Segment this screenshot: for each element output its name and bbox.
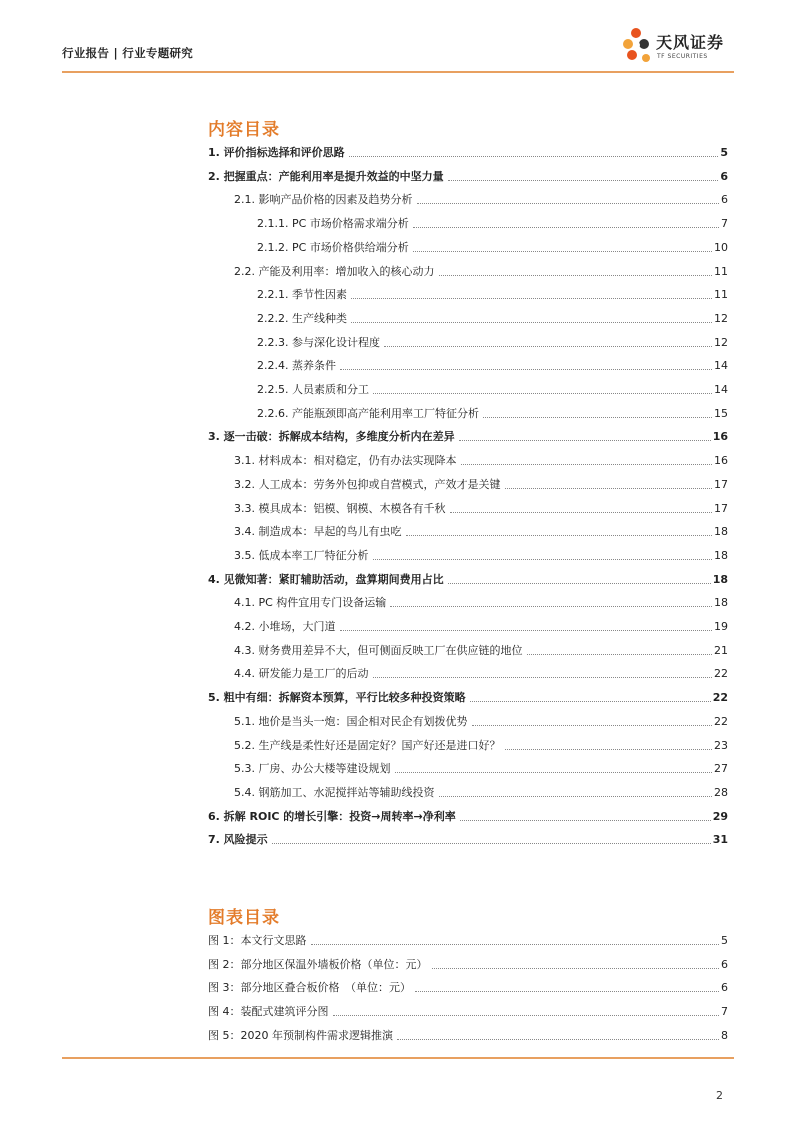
toc-entry-label: 图 5：2020 年预制构件需求逻辑推演	[208, 1028, 393, 1042]
toc-leader-dots	[395, 772, 713, 773]
toc-entry[interactable]	[208, 500, 728, 516]
toc-entry[interactable]	[208, 1003, 728, 1019]
figures-title: 图表目录	[208, 908, 280, 928]
toc-entry-page: 8	[721, 1028, 728, 1042]
toc-entry-page: 28	[714, 785, 728, 799]
toc-entry-label: 4.2. 小堆场，大门道	[234, 620, 336, 633]
toc-leader-dots	[527, 654, 713, 655]
toc-entry-page: 14	[714, 383, 728, 396]
toc-entry-label: 3.2. 人工成本：劳务外包抑或自营模式，产效才是关键	[234, 477, 501, 491]
toc-entry-label: 3.5. 低成本率工厂特征分析	[234, 548, 369, 562]
toc-entry[interactable]	[208, 523, 728, 539]
toc-entry[interactable]	[208, 334, 728, 350]
toc-entry[interactable]	[208, 594, 728, 610]
toc-entry-page: 16	[714, 454, 728, 468]
toc-entry[interactable]	[208, 760, 728, 776]
toc-entry[interactable]	[208, 476, 728, 492]
toc-entry-page: 17	[714, 501, 728, 515]
toc-entry-label: 2.2.2. 生产线种类	[257, 311, 347, 325]
toc-entry-page: 18	[714, 596, 728, 610]
toc-entry[interactable]	[208, 713, 728, 729]
toc-entry[interactable]	[208, 428, 728, 444]
contents-title: 内容目录	[208, 120, 280, 140]
toc-leader-dots	[373, 393, 712, 394]
toc-entry-label: 2. 把握重点：产能利用率是提升效益的中坚力量	[208, 169, 444, 183]
toc-entry-page: 10	[714, 240, 728, 254]
toc-entry-page: 11	[714, 288, 728, 302]
report-header-title: 行业报告 | 行业专题研究	[62, 46, 194, 60]
toc-entry-label: 2.2. 产能及利用率：增加收入的核心动力	[234, 264, 435, 278]
header-rule	[62, 71, 734, 73]
toc-entry[interactable]	[208, 357, 728, 373]
toc-entry-page: 21	[714, 643, 728, 657]
toc-leader-dots	[432, 968, 720, 969]
toc-leader-dots	[340, 369, 712, 370]
toc-entry-label: 3.1. 材料成本：相对稳定，仍有办法实现降本	[234, 454, 457, 468]
toc-leader-dots	[413, 251, 712, 252]
toc-entry[interactable]	[208, 618, 728, 634]
toc-entry-label: 3.4. 制造成本：早起的鸟儿有虫吃	[234, 525, 402, 539]
toc-entry-label: 5.4. 钢筋加工、水泥搅拌站等辅助线投资	[234, 785, 435, 799]
toc-entry-page: 19	[714, 620, 728, 633]
toc-entry-label: 2.1. 影响产品价格的因素及趋势分析	[234, 193, 413, 207]
footer-rule	[62, 1057, 734, 1059]
toc-entry-page: 15	[714, 406, 728, 420]
toc-entry-page: 6	[721, 193, 728, 207]
toc-entry-page: 31	[712, 833, 728, 847]
toc-entry-page: 22	[712, 691, 728, 705]
toc-entry-label: 2.2.1. 季节性因素	[257, 288, 347, 302]
toc-leader-dots	[459, 440, 711, 441]
toc-entry-label: 4.1. PC 构件宜用专门设备运输	[234, 596, 387, 610]
toc-leader-dots	[340, 630, 713, 631]
toc-entry[interactable]	[208, 932, 728, 948]
toc-entry[interactable]	[208, 263, 728, 279]
toc-entry[interactable]	[208, 979, 728, 995]
toc-entry-label: 3.3. 模具成本：铝模、钢模、木模各有千秋	[234, 501, 446, 515]
toc-entry[interactable]	[208, 168, 728, 184]
toc-entry[interactable]	[208, 310, 728, 326]
toc-entry-page: 18	[714, 548, 728, 562]
toc-entry-page: 12	[714, 311, 728, 325]
toc-leader-dots	[333, 1015, 720, 1016]
toc-entry-label: 5.2. 生产线是柔性好还是固定好？国产好还是进口好？	[234, 738, 501, 752]
toc-entry[interactable]	[208, 215, 728, 231]
toc-entry-label: 图 2：部分地区保温外墙板价格（单位：元）	[208, 957, 428, 971]
toc-entry-page: 14	[714, 359, 728, 373]
toc-entry-label: 5.1. 地价是当头一炮：国企相对民企有划拨优势	[234, 714, 468, 728]
toc-entry[interactable]	[208, 547, 728, 563]
toc-entry-page: 22	[714, 714, 728, 728]
toc-entry[interactable]	[208, 737, 728, 753]
logo-subtitle: TF SECURITIES	[657, 53, 708, 60]
toc-leader-dots	[384, 346, 712, 347]
toc-entry-page: 5	[721, 934, 728, 947]
toc-entry-page: 27	[714, 762, 728, 776]
toc-leader-dots	[439, 796, 713, 797]
toc-leader-dots	[448, 180, 719, 181]
toc-leader-dots	[472, 725, 713, 726]
toc-entry[interactable]	[208, 956, 728, 972]
toc-entry[interactable]	[208, 1027, 728, 1043]
toc-entry[interactable]	[208, 571, 728, 587]
toc-leader-dots	[397, 1039, 719, 1040]
toc-leader-dots	[373, 677, 713, 678]
toc-entry-page: 6	[721, 981, 728, 995]
toc-entry-page: 7	[721, 217, 728, 231]
toc-leader-dots	[272, 843, 711, 844]
toc-entry[interactable]	[208, 665, 728, 681]
toc-entry[interactable]	[208, 191, 728, 207]
toc-entry[interactable]	[208, 784, 728, 800]
toc-entry-page: 17	[714, 477, 728, 491]
toc-leader-dots	[417, 203, 720, 204]
toc-leader-dots	[413, 227, 719, 228]
toc-entry-page: 18	[712, 572, 728, 586]
toc-entry-label: 图 3：部分地区叠合板价格 （单位：元）	[208, 981, 411, 995]
toc-entry-label: 4. 见微知著：紧盯辅助活动，盘算期间费用占比	[208, 572, 444, 586]
toc-entry-label: 2.2.6. 产能瓶颈即高产能利用率工厂特征分析	[257, 406, 479, 420]
toc-entry-label: 7. 风险提示	[208, 833, 268, 847]
toc-entry[interactable]	[208, 286, 728, 302]
toc-leader-dots	[390, 606, 712, 607]
toc-entry-label: 2.1.2. PC 市场价格供给端分析	[257, 240, 409, 254]
toc-entry[interactable]	[208, 239, 728, 255]
toc-entry-page: 23	[714, 738, 728, 752]
flower-logo-icon	[622, 24, 656, 68]
toc-leader-dots	[461, 464, 713, 465]
toc-leader-dots	[505, 488, 713, 489]
toc-entry-page: 11	[714, 264, 728, 278]
toc-entry-label: 2.2.5. 人员素质和分工	[257, 383, 369, 396]
toc-leader-dots	[505, 749, 713, 750]
toc-entry-page: 6	[720, 169, 728, 183]
toc-entry-label: 4.3. 财务费用差异不大，但可侧面反映工厂在供应链的地位	[234, 643, 523, 657]
toc-entry[interactable]	[208, 642, 728, 658]
toc-entry-page: 12	[714, 335, 728, 349]
page-number: 2	[716, 1089, 723, 1102]
toc-entry[interactable]	[208, 452, 728, 468]
logo-name: 天风证券	[656, 33, 725, 52]
toc-entry-page: 7	[721, 1005, 728, 1019]
toc-entry-label: 1. 评价指标选择和评价思路	[208, 146, 345, 159]
toc-entry-label: 3. 逐一击破：拆解成本结构，多维度分析内在差异	[208, 430, 455, 444]
toc-leader-dots	[470, 701, 711, 702]
toc-leader-dots	[483, 417, 712, 418]
toc-entry-label: 6. 拆解 ROIC 的增长引擎：投资→周转率→净利率	[208, 809, 456, 823]
toc-entry-label: 2.2.4. 蒸养条件	[257, 359, 336, 373]
toc-entry-label: 4.4. 研发能力是工厂的后动	[234, 667, 369, 681]
toc-entry-label: 2.1.1. PC 市场价格需求端分析	[257, 217, 409, 231]
toc-leader-dots	[349, 156, 719, 157]
toc-entry-page: 22	[714, 667, 728, 681]
toc-entry-label: 图 1：本文行文思路	[208, 934, 307, 947]
toc-leader-dots	[450, 512, 713, 513]
toc-entry-page: 5	[720, 146, 728, 159]
toc-entry[interactable]	[208, 808, 728, 824]
toc-leader-dots	[448, 583, 711, 584]
toc-entry-label: 2.2.3. 参与深化设计程度	[257, 335, 380, 349]
toc-leader-dots	[373, 559, 713, 560]
toc-entry-page: 29	[712, 809, 728, 823]
toc-leader-dots	[439, 275, 713, 276]
toc-leader-dots	[415, 991, 719, 992]
toc-entry-page: 6	[721, 957, 728, 971]
toc-entry[interactable]	[208, 405, 728, 421]
toc-entry[interactable]	[208, 144, 728, 160]
toc-leader-dots	[351, 322, 712, 323]
toc-entry-page: 16	[712, 430, 728, 444]
toc-entry-label: 5.3. 厂房、办公大楼等建设规划	[234, 762, 391, 776]
toc-leader-dots	[311, 944, 720, 945]
toc-entry-page: 18	[714, 525, 728, 539]
company-logo	[622, 24, 734, 68]
toc-leader-dots	[406, 535, 713, 536]
toc-leader-dots	[460, 820, 711, 821]
toc-leader-dots	[351, 298, 712, 299]
toc-entry-label: 图 4：装配式建筑评分图	[208, 1005, 329, 1019]
toc-entry[interactable]	[208, 689, 728, 705]
toc-entry[interactable]	[208, 381, 728, 397]
toc-entry[interactable]	[208, 831, 728, 847]
toc-entry-label: 5. 粗中有细：拆解资本预算，平行比较多种投资策略	[208, 691, 466, 705]
